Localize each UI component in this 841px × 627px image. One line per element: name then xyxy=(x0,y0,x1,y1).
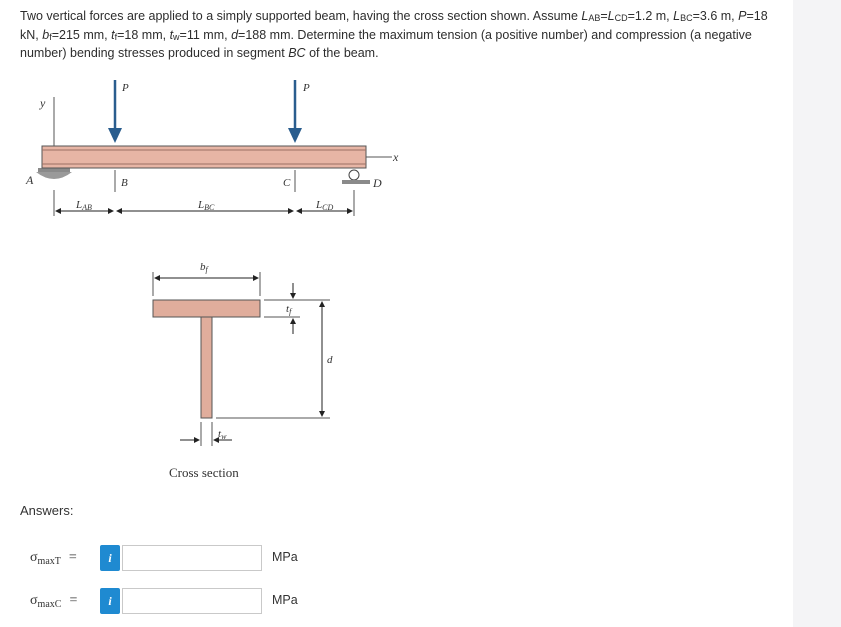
info-icon[interactable]: i xyxy=(100,545,120,571)
cs-label-tw: tw xyxy=(218,428,227,441)
info-icon[interactable]: i xyxy=(100,588,120,614)
sigma-max-compression-label: $\sigma_{maxC}$ = xyxy=(30,593,78,610)
svg-text:P: P xyxy=(122,82,129,94)
label-C: C xyxy=(283,177,291,189)
load-arrow-P2 xyxy=(288,80,310,143)
dim-d xyxy=(216,302,330,418)
cross-section-caption: Cross section xyxy=(169,465,239,480)
cs-label-d: d xyxy=(327,354,333,366)
svg-text:x: x xyxy=(393,150,399,164)
answer-row-max-tension xyxy=(0,544,400,572)
label-A: A xyxy=(26,173,34,187)
problem-statement: Two vertical forces are applied to a simply supported beam, having the cross section shown. Assume $L_{AB}=L_{CD}=1.2$ m, $L_{BC}=3.6$ m, P=18 kN, $b_f=215$ mm, $t_f=18$ mm, $t_w=11$ mm, d=188 mm. Determine the maximum tension (a positive number) and compression (a negative number) bending stresses produced in segment BC of the beam. xyxy=(20,9,768,60)
dim-bf xyxy=(153,272,260,296)
label-D: D xyxy=(373,176,382,190)
dim-label-LAB: LAB xyxy=(76,199,92,212)
label-B: B xyxy=(121,177,128,189)
dim-label-LCD: LCD xyxy=(316,199,334,212)
y-axis xyxy=(39,96,54,150)
x-axis xyxy=(364,150,399,164)
unit-label: MPa xyxy=(272,550,298,564)
answers-label: Answers: xyxy=(20,503,74,518)
cross-section-shape xyxy=(153,300,260,418)
load-arrow-P1 xyxy=(108,80,129,143)
cs-label-tf: tf xyxy=(286,303,292,316)
answer-row-max-compression xyxy=(0,587,400,615)
max-compression-input[interactable] xyxy=(122,588,262,614)
beam xyxy=(42,146,366,168)
unit-label: MPa xyxy=(272,593,298,607)
cs-label-bf: bf xyxy=(200,261,208,274)
dim-label-LBC: LBC xyxy=(198,199,215,212)
max-tension-input[interactable] xyxy=(122,545,262,571)
svg-text:P: P xyxy=(303,82,310,94)
support-roller-D xyxy=(342,170,370,184)
svg-text:y: y xyxy=(40,96,46,110)
sigma-max-tension-label: $\sigma_{maxT}$ = xyxy=(30,550,77,567)
dim-tf xyxy=(264,283,330,334)
